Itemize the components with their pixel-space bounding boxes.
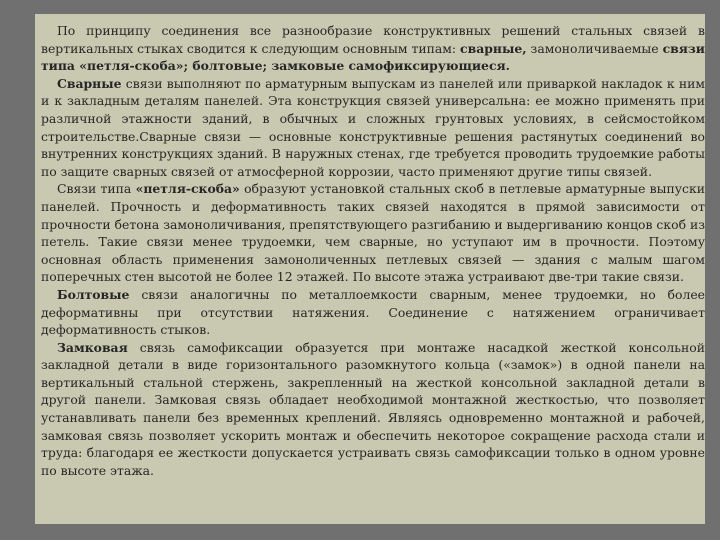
intro-bold-welded: сварные, xyxy=(460,40,527,56)
paragraph-welded xyxy=(41,75,705,181)
term-lock: Замковая xyxy=(57,339,128,355)
intro-text-2: замоноличиваемые xyxy=(526,40,663,56)
term-bolted: Болтовые xyxy=(57,286,130,302)
term-loop-bracket: «петля-скоба» xyxy=(135,181,240,197)
paragraph-intro xyxy=(41,22,705,75)
paragraph-lock xyxy=(41,339,705,480)
paragraph-loop-bracket xyxy=(41,180,705,286)
paragraph-lock-text: связь самофиксации образуется при монтаже насадкой жесткой консольной закладной детали в виде горизонтального разомкнутого кольца («замок») в одной панели на вертикальный стальной стержень, закрепленный на жесткой консольной закладной детали в другой панели. Замковая связь обладает необходимой монтажной жесткостью, что позволяет устанавливать панели без временных креплений. Являясь одновременно монтажной и рабочей, замковая связь позволяет ускорить монтаж и обеспечить некоторое сокращение расхода стали и труда: благодаря ее жесткости допускается устраивать связь самофиксации только в одном уровне по высоте этажа. xyxy=(41,339,705,478)
paragraph-welded-text: связи выполняют по арматурным выпускам из панелей или приваркой накладок к ним и к закладным деталям панелей. Эта конструкция связей универсальна: ее можно применять при различной этажности зданий, в обычных и сложных грунтовых условиях, в сейсмостойком строительстве.Сварные связи — основные конструктивные решения растянутых соединений во внутренних конструкциях зданий. В наружных стенах, где требуется проводить трудоемкие работы по защите сварных связей от атмосферной коррозии, часто применяют другие типы связей. xyxy=(41,75,705,179)
intro-text: По принципу соединения все разнообразие конструктивных решений стальных связей в вертикальных стыках сводится к следующим основным типам: xyxy=(41,23,705,56)
paragraph-loop-lead: Связи типа xyxy=(57,181,136,197)
intro-bold-types: связи типа «петля-скоба»; болтовые; замковые самофиксирующиеся. xyxy=(41,40,705,74)
paragraph-loop-text: образуют установкой стальных скоб в петлевые арматурные выпуски панелей. Прочность и деформативность таких связей находятся в прямой зависимости от прочности бетона замоноличивания, препятствующего разгибанию и выдергиванию концов скоб из петель. Такие связи менее трудоемки, чем сварные, но уступают им в прочности. Поэтому основная область применения замоноличенных петлевых связей — здания с малым шагом поперечных стен высотой не более 12 этажей. По высоте этажа устраивают две-три такие связи. xyxy=(41,181,705,285)
term-welded: Сварные xyxy=(57,75,122,91)
document-text xyxy=(41,22,705,479)
paragraph-bolted-text: связи аналогичны по металлоемкости сварным, менее трудоемки, но более деформативны при отсутствии натяжения. Соединение с натяжением ограничивает деформативность стыков. xyxy=(41,286,705,338)
paragraph-bolted xyxy=(41,286,705,339)
